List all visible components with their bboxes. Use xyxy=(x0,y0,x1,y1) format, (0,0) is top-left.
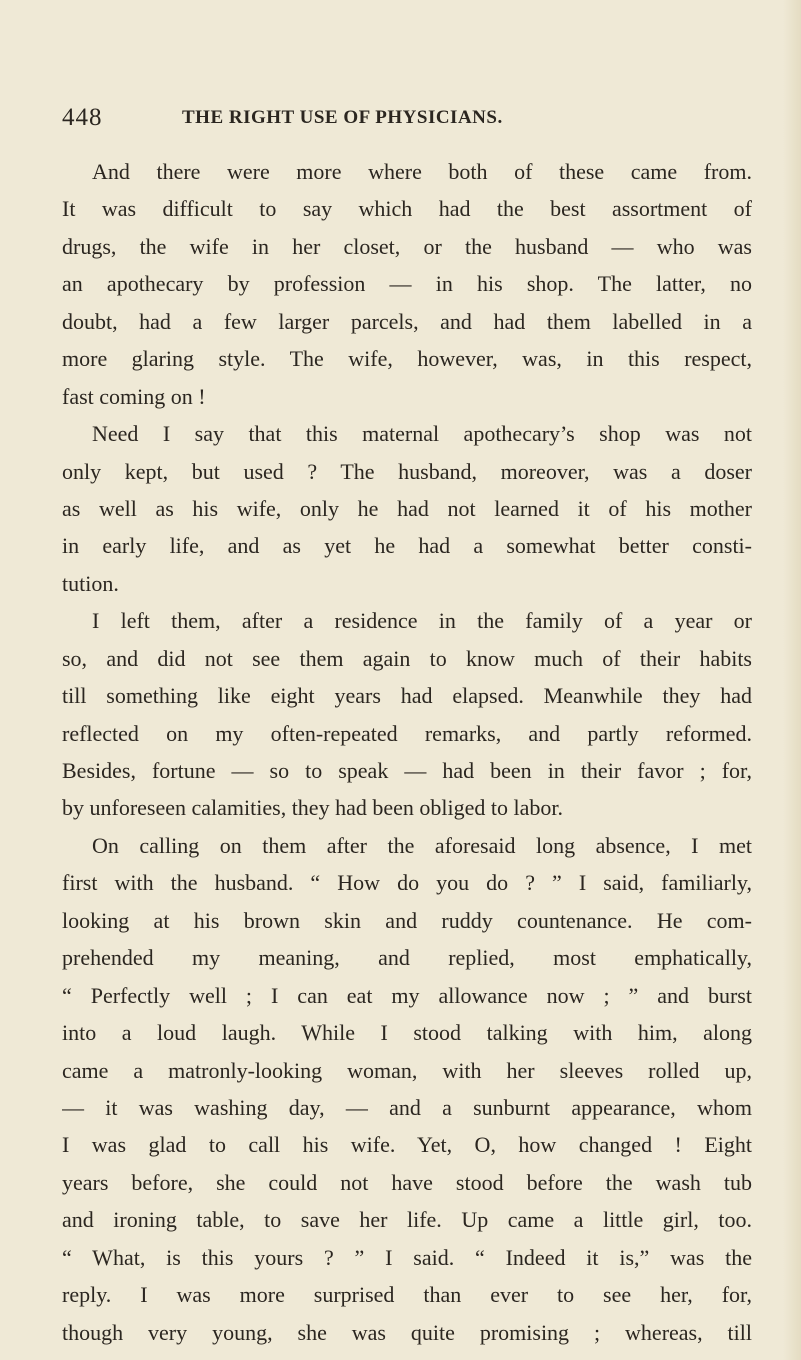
text-line: prehended my meaning, and replied, most emphatically, xyxy=(62,945,752,971)
text-line: till something like eight years had elapsed. Meanwhile they had xyxy=(62,683,752,709)
text-line: “ Perfectly well ; I can eat my allowance now ; ” and burst xyxy=(62,982,752,1008)
text-line: On calling on them after the aforesaid long absence, I met xyxy=(92,832,752,858)
page-header xyxy=(62,104,752,134)
text-line: I left them, after a residence in the family of a year or xyxy=(92,608,752,634)
text-line: It was difficult to say which had the best assortment of xyxy=(62,196,752,222)
text-line: doubt, had a few larger parcels, and had them labelled in a xyxy=(62,308,752,334)
text-line: reply. I was more surprised than ever to see her, for, xyxy=(62,1282,752,1308)
text-line: more glaring style. The wife, however, was, in this respect, xyxy=(62,346,752,372)
text-line: only kept, but used ? The husband, moreover, was a doser xyxy=(62,458,752,484)
text-line: an apothecary by profession — in his shop. The latter, no xyxy=(62,271,752,297)
text-line: reflected on my often-repeated remarks, and partly reformed. xyxy=(62,720,752,746)
text-line: as well as his wife, only he had not learned it of his mother xyxy=(62,495,752,521)
text-line: looking at his brown skin and ruddy countenance. He com- xyxy=(62,907,752,933)
text-line: — it was washing day, — and a sunburnt appearance, whom xyxy=(62,1094,752,1120)
text-line: in early life, and as yet he had a somewhat better consti- xyxy=(62,533,752,559)
text-line: into a loud laugh. While I stood talking with him, along xyxy=(62,1020,752,1046)
text-line: by unforeseen calamities, they had been obliged to labor. xyxy=(62,795,563,821)
text-line: years before, she could not have stood before the wash tub xyxy=(62,1169,752,1195)
body-text xyxy=(62,153,752,1351)
text-line: And there were more where both of these came from. xyxy=(92,159,752,184)
text-line: so, and did not see them again to know much of their habits xyxy=(62,645,752,671)
page-number: 448 xyxy=(62,104,103,131)
text-line: Besides, fortune — so to speak — had been in their favor ; for, xyxy=(62,758,752,783)
running-head: THE RIGHT USE OF PHYSICIANS. xyxy=(182,107,503,128)
text-line: “ What, is this yours ? ” I said. “ Indeed it is,” was the xyxy=(62,1244,752,1270)
text-line: I was glad to call his wife. Yet, O, how changed ! Eight xyxy=(62,1132,752,1158)
text-line: drugs, the wife in her closet, or the husband — who was xyxy=(62,233,752,259)
text-line: though very young, she was quite promising ; whereas, till xyxy=(62,1319,752,1345)
text-line: first with the husband. “ How do you do ? ” I said, familiarly, xyxy=(62,870,752,896)
text-line: tution. xyxy=(62,570,119,596)
text-line: and ironing table, to save her life. Up came a little girl, too. xyxy=(62,1207,752,1233)
page-edge xyxy=(783,0,801,1360)
text-line: fast coming on ! xyxy=(62,383,206,409)
text-line: Need I say that this maternal apothecary’s shop was not xyxy=(92,421,752,447)
text-line: came a matronly-looking woman, with her sleeves rolled up, xyxy=(62,1057,752,1083)
